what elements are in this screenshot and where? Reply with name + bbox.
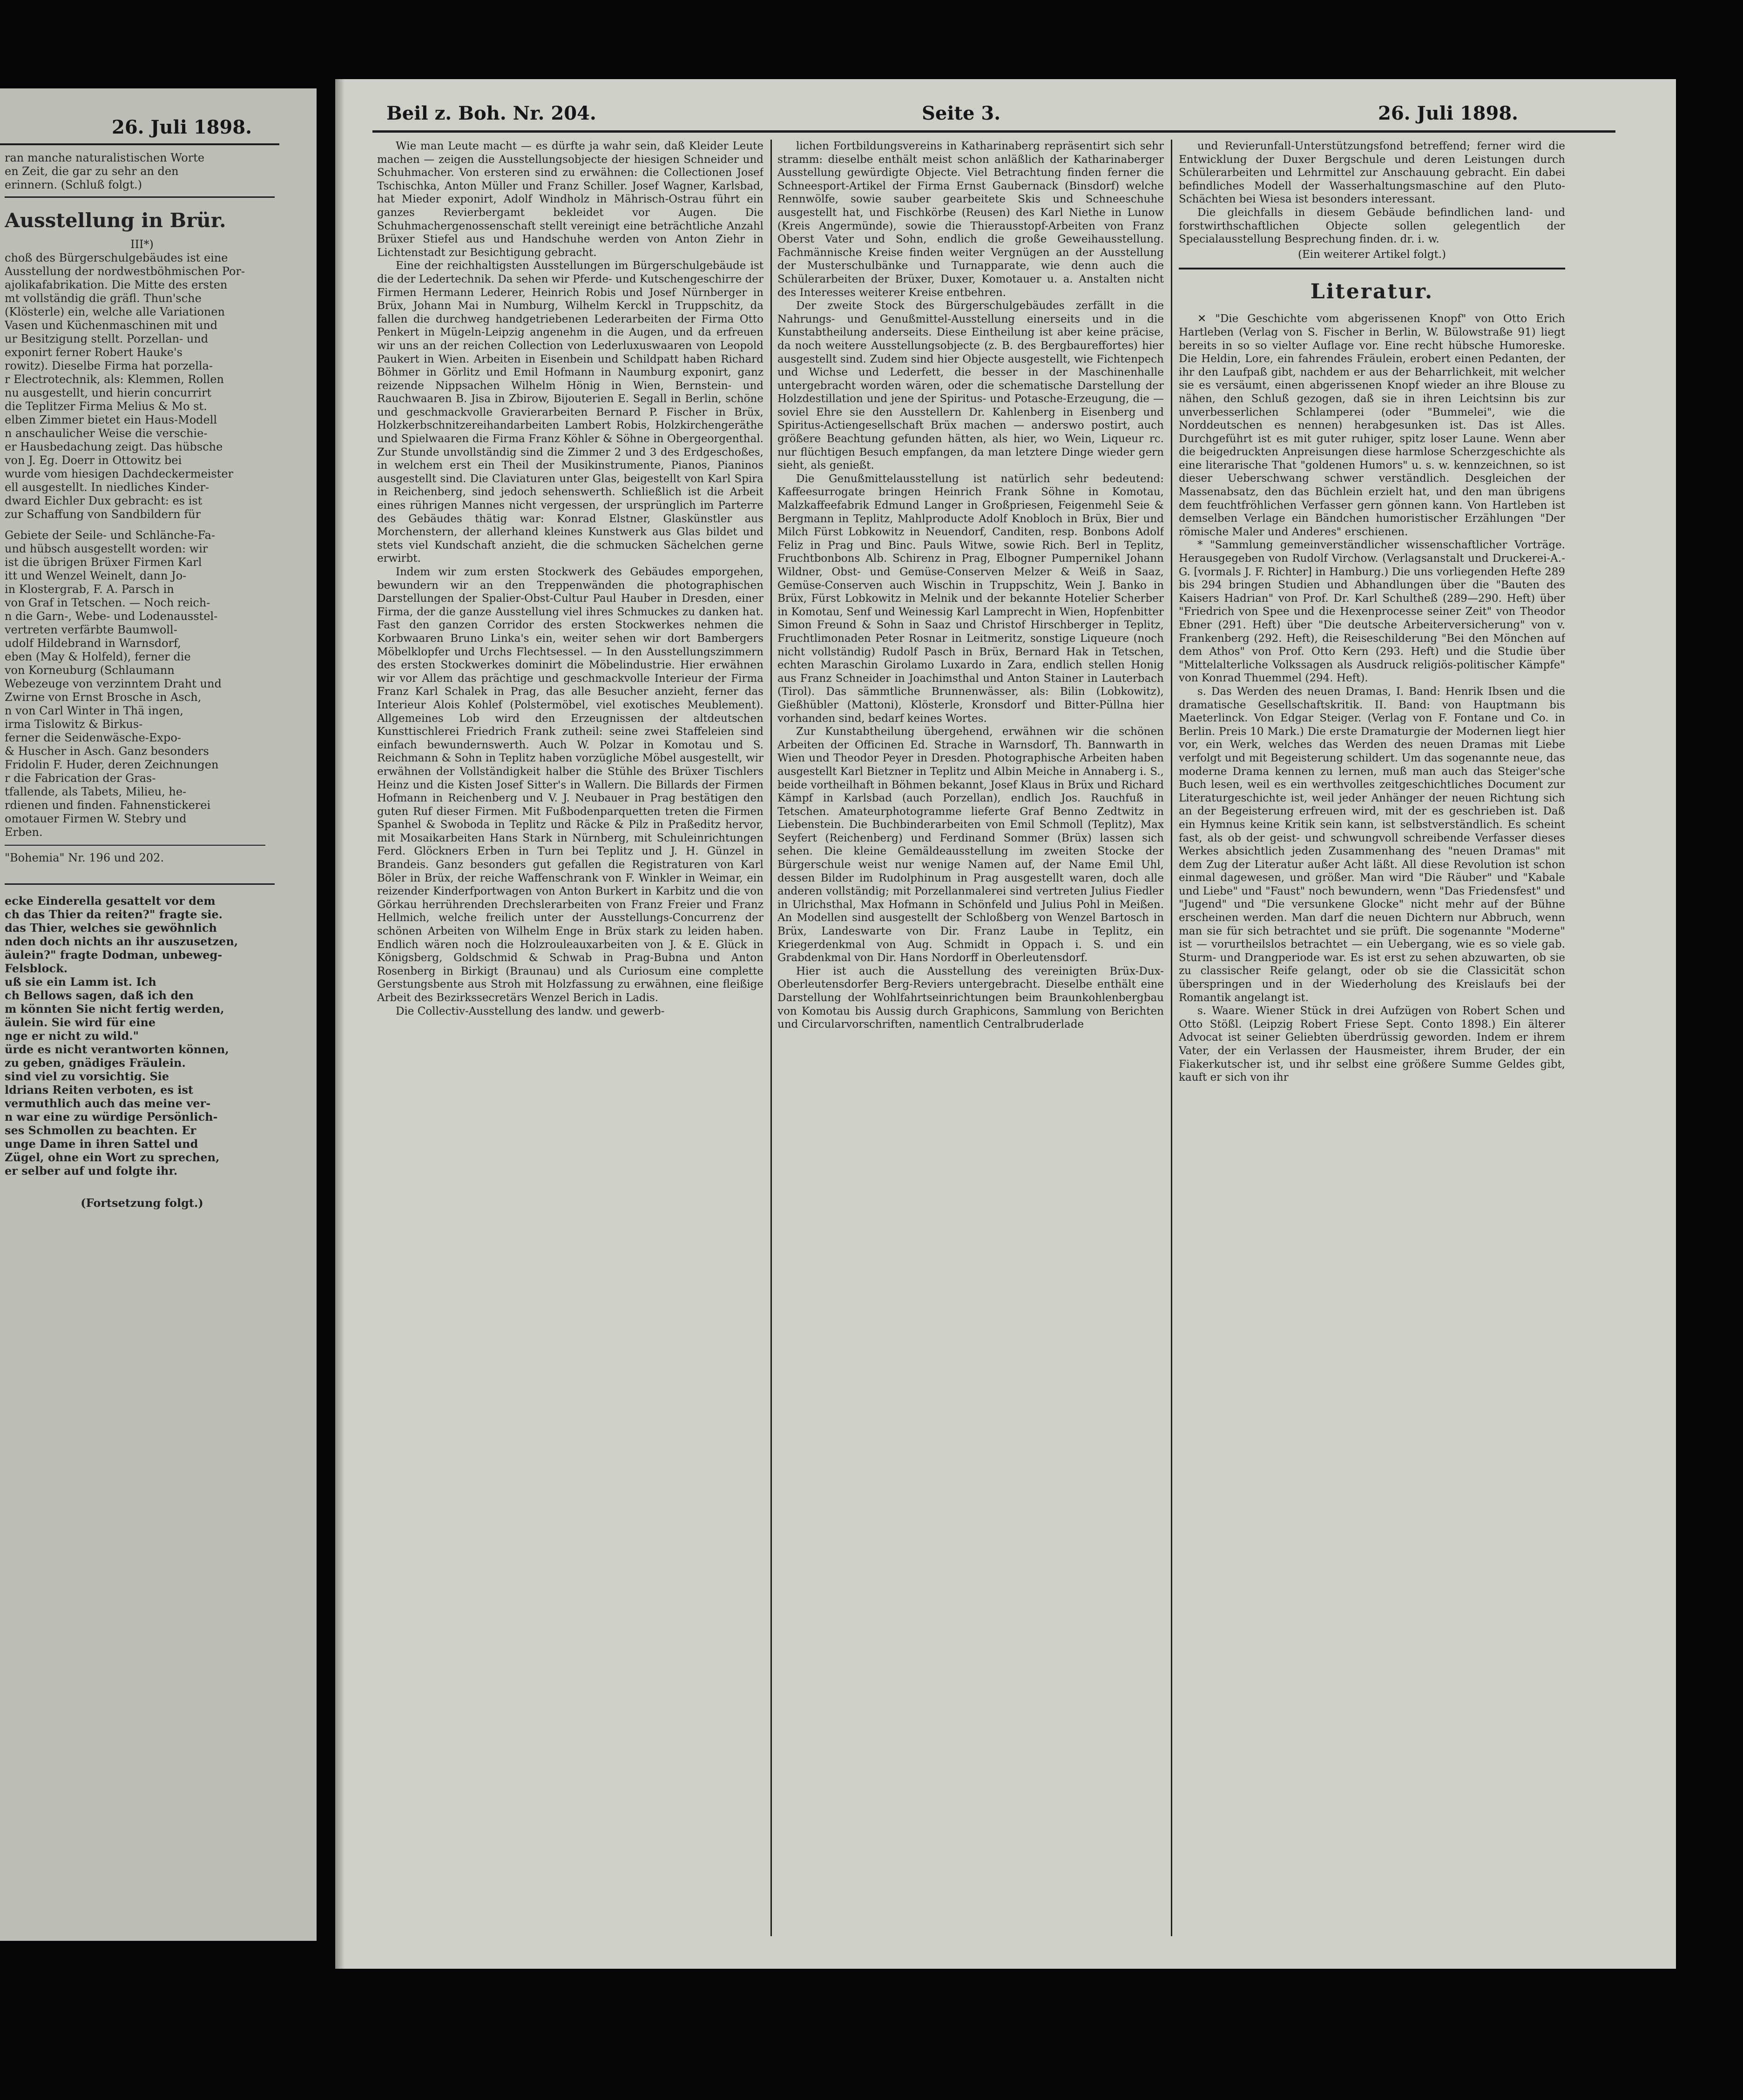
- left-section-heading: Ausstellung in Brür.: [5, 209, 226, 232]
- literatur-item: s. Das Werden des neuen Dramas, I. Band: Henrik Ibsen und die dramatische Gesellschaftskritik. II. Band: von Hauptmann bis Maeterlinck. Von Edgar Steiger. (Verlag von F. Fontane und Co. in Berlin. Preis 10 Mark.) Die erste Dramaturgie der Modernen liegt hier vor, ein Werk, welches das Werden des neuen Dramas mit Liebe verfolgt und mit Begeisterung schildert. Um das sogenannte neue, das moderne Drama kennen zu lernen, muß man auch das Steiger'sche Buch lesen, weil es ein werthvolles zeitgeschichtliches Document zur Literaturgeschichte ist, weil jeder Anhänger der neuen Richtung sich an der Begeisterung erfreuen wird, mit der es geschrieben ist. Daß ein Hymnus keine Kritik sein kann, ist selbstverständlich. Es scheint fast, als ob der geist- und schwungvoll schreibende Verfasser dieses Werkes absichtlich jeden Zusammenhang des "neuen Dramas" mit dem Zug der Literatur außer Acht läßt. All diese Revolution ist schon einmal dagewesen, und größer. Man wird "Die Räuber" und "Kabale und Liebe" und "Faust" noch bewundern, wenn "Das Friedensfest" und "Jugend" und "Die versunkene Glocke" nicht mehr auf der Bühne erscheinen werden. Man darf die neuen Dichtern nur Abbruch, wenn man sie für sich betrachtet und sie prüft. Die sogenannte "Moderne" ist — vorurtheilslos betrachtet — ein Uebergang, wie es so viele gab. Sturm- und Drangperiode war. Es ist erst zu sehen abzuwarten, ob sie zu classischer Reife gelangt, oder ob sie die Classicität schon überspringen und in der Wiederholung des Kreislaufs bei der Romantik angelangt ist.: [1179, 685, 1565, 1004]
- left-text-line: n von Carl Winter in Thä ingen,: [5, 704, 183, 717]
- left-text-line: elben Zimmer bietet ein Haus-Modell: [5, 413, 217, 426]
- page-fold-shadow: [335, 79, 345, 1969]
- left-text-line: exponirt ferner Robert Hauke's: [5, 346, 182, 359]
- right-page: [335, 79, 1676, 1969]
- left-lines-top: [5, 151, 279, 192]
- left-text-line: Zügel, ohne ein Wort zu sprechen,: [5, 1151, 220, 1164]
- column-divider-2: [1171, 140, 1172, 1936]
- left-text-line: Webezeuge von verzinntem Draht und: [5, 677, 222, 690]
- column-paragraph: Der zweite Stock des Bürgerschulgebäudes zerfällt in die Nahrungs- und Genußmittel-Ausstellung einerseits und in die Kunstabtheilung anderseits. Diese Eintheilung ist aber keine präcise, da noch weitere Ausstellungsobjecte (z. B. des Bergbaureffortes) hier ausgestellt sind. Zudem sind hier Objecte ausgestellt, wie Fichtenpech und Wichse und Lederfett, die besser in der Maschinenhalle untergebracht worden wären, oder die schematische Darstellung der Holzdestillation und jene der Spiritus- und Potasche-Erzeugung, die — soviel Ehre sie den Ausstellern Dr. Kahlenberg in Eisenberg und Spiritus-Actiengesellschaft Brüx machen — anderswo postirt, auch größere Beachtung gefunden hätten, als hier, wo Wein, Liqueur rc. nur flüchtigen Besuch empfangen, da man letztere Dinge wieder gern sieht, als genießt.: [777, 300, 1164, 472]
- left-text-line: er Hausbedachung zeigt. Das hübsche: [5, 440, 223, 453]
- left-text-line: vertreten verfärbte Baumwoll-: [5, 623, 177, 636]
- left-text-line: und hübsch ausgestellt worden: wir: [5, 542, 208, 555]
- left-text-line: ajolikafabrikation. Die Mitte des ersten: [5, 278, 228, 291]
- left-text-line: erinnern. (Schluß folgt.): [5, 178, 142, 191]
- column-paragraph: Wie man Leute macht — es dürfte ja wahr sein, daß Kleider Leute machen — zeigen die Ausstellungsobjecte der hiesigen Schneider und Schuhmacher. Von ersteren sind zu erwähnen: die Collectionen Josef Tschischka, Anton Müller und Franz Schiller. Josef Wagner, Karlsbad, hat Mieder exponirt, Adolf Windholz in Mährisch-Ostrau führt ein ganzes Revierbergamt bekleidet vor Augen. Die Schuhmachergenossenschaft stellt vereinigt eine beträchtliche Anzahl Brüxer Stiefel aus und Handschuhe werden von Anton Ziehr in Lichtenstadt zur Besichtigung gebracht.: [377, 140, 763, 259]
- left-text-line: ell ausgestellt. In niedliches Kinder-: [5, 481, 209, 494]
- left-text-line: ist die übrigen Brüxer Firmen Karl: [5, 556, 202, 569]
- left-text-line: tfallende, als Tabets, Milieu, he-: [5, 785, 187, 798]
- left-text-line: Felsblock.: [5, 962, 68, 975]
- column-paragraph: Die Collectiv-Ausstellung des landw. und gewerb-: [396, 1005, 665, 1017]
- left-text-line: (Klösterle) ein, welche alle Variationen: [5, 305, 225, 318]
- left-text-line: n anschaulicher Weise die verschie-: [5, 427, 208, 440]
- column-paragraph: Die Genußmittelausstellung ist natürlich sehr bedeutend: Kaffeesurrogate bringen Heinrich Frank Söhne in Komotau, Malzkaffeefabrik Edmund Langer in Großpriesen, Feigenmehl Seie & Bergmann in Teplitz, Mahlproducte Adolf Knobloch in Brüx, Bier und Milch Fürst Lobkowitz in Neuendorf, Canditen, resp. Bonbons Adolf Feliz in Prag und Binc. Pauls Witwe, sowie Rich. Berl in Teplitz, Fruchtbonbons Alb. Schirenz in Prag, Elbogner Pumpernikel Johann Wildner, Obst- und Gemüse-Conserven Melzer & Weiß in Saaz, Gemüse-Conserven auch Wischin in Truppschitz, Wein J. Banko in Brüx, Fürst Lobkowitz in Melnik und der bekannte Hotelier Scherber in Komotau, Senf und Weinessig Karl Lamprecht in Wien, Hopfenbitter Simon Freund & Sohn in Saaz und Christof Hirschberger in Teplitz, Fruchtlimonaden Peter Rosnar in Leitmeritz, sonstige Liqueure (noch nicht vollständig) Rudolf Pasch in Brüx, Bernard Hak in Tetschen, echten Maraschin Girolamo Luxardo in Zara, endlich stellen Honig aus Franz Schneider in Joachimsthal und Anton Stainer in Lauterbach (Tirol). Das sämmtliche Brunnenwässer, als: Bilin (Lobkowitz), Gießhübler (Mattoni), Klösterle, Kronsdorf und Bitter-Püllna hier vorhanden sind, bedarf keines Wortes.: [777, 472, 1164, 725]
- left-text-line: ch Bellows sagen, daß ich den: [5, 989, 194, 1002]
- literatur-item: s. Waare. Wiener Stück in drei Aufzügen von Robert Schen und Otto Stößl. (Leipzig Robert Friese Sept. Conto 1898.) Ein älterer Advocat ist seiner Geliebten überdrüssig geworden. Indem er ihrem Vater, der ein Verlassen der Hausmeister, ihrem Bruder, der ein Fiakerkutscher ist, und ihr selbst eine größere Summe Geldes gibt, kauft er sich von ihr: [1179, 1005, 1565, 1084]
- left-text-line: ürde es nicht verantworten können,: [5, 1043, 229, 1056]
- left-text-line: wurde vom hiesigen Dachdeckermeister: [5, 467, 233, 480]
- left-text-line: unge Dame in ihren Sattel und: [5, 1137, 198, 1151]
- left-text-line: rowitz). Dieselbe Firma hat porzella-: [5, 359, 213, 372]
- literatur-heading: Literatur.: [1310, 280, 1434, 304]
- left-rule-2: [5, 845, 265, 846]
- left-text-line: zu geben, gnädiges Fräulein.: [5, 1056, 186, 1070]
- header-page-number: Seite 3.: [922, 102, 1001, 124]
- left-text-line: udolf Hildebrand in Warnsdorf,: [5, 637, 181, 650]
- left-lines-a: [5, 251, 279, 521]
- left-text-line: itt und Wenzel Weinelt, dann Jo-: [5, 569, 187, 582]
- left-text-line: von Korneuburg (Schlaumann: [5, 664, 175, 677]
- left-text-line: die Teplitzer Firma Melius & Mo st.: [5, 400, 207, 413]
- column-paragraph: Eine der reichhaltigsten Ausstellungen im Bürgerschulgebäude ist die der Ledertechnik. Da sehen wir Pferde- und Kutschengeschirre der Firmen Hermann Lederer, Heinrich Robis und Josef Nürnberger in Brüx, Johann Mai in Numburg, Wilhelm Kerckl in Truppschitz, da fallen die durchweg handgetriebenen Lederarbeiten der Firma Otto Penkert in Mügeln-Leipzig angenehm in die Augen, und da erfreuen wir uns an der reichen Collection von Lederluxuswaaren von Leopold Paukert in Wien. Arbeiten in Eisenbein und Schildpatt haben Richard Böhmer in Görlitz und Emil Hofmann in Naumburg exponirt, ganz reizende Nippsachen Wilhelm Hönig in Wien, Bernstein- und Rauchwaaren B. Jisa in Zbirow, Bijouterien E. Segall in Berlin, schöne und geschmackvolle Gravierarbeiten Bernard P. Fischer in Brüx, Holzkerbschnitzereihandarbeiten Lambert Robis, Holzkirchengeräthe und Spielwaaren die Firma Franz Köhler & Söhne in Obergeorgenthal. Zur Stunde unvollständig sind die Zimmer 2 und 3 des Erdgeschoßes, in welchem erst ein Theil der Musikinstrumente, Pianos, Pianinos ausgestellt sind. Die Claviaturen unter Glas, beigestellt von Karl Spira in Reichenberg, sind jedoch sehenswerth. Schließlich ist die Arbeit eines rührigen Mannes nicht vergessen, der ursprünglich im Parterre des Gebäudes thätig war: Konrad Elstner, Glaskünstler aus Morchenstern, der allerhand kleines Kunstwerk aus Glas bildet und stets viel Kundschaft anzieht, die die schmucken Sächelchen gerne erwirbt.: [377, 260, 763, 565]
- left-text-line: uß sie ein Lamm ist. Ich: [5, 975, 156, 989]
- column-divider-1: [770, 140, 772, 1936]
- left-text-line: von Graf in Tetschen. — Noch reich-: [5, 596, 210, 609]
- left-text-line: eben (May & Holfeld), ferner die: [5, 650, 191, 663]
- literatur-item: * "Sammlung gemeinverständlicher wissenschaftlicher Vorträge. Herausgegeben von Rudolf Virchow. (Verlagsanstalt und Druckerei-A.-G. [vormals J. F. Richter] in Hamburg.) Die uns vorliegenden Hefte 289 bis 294 bringen Studien und Abhandlungen über die "Bauten des Kaisers Hadrian" von Prof. Dr. Karl Schultheß (289—290. Heft) über "Friedrich von Spee und die Hexenprocesse seiner Zeit" von Theodor Ebner (291. Heft) über "Die deutsche Arbeiterversicherung" von v. Frankenberg (292. Heft), die Reiseschilderung "Bei den Mönchen auf dem Athos" von Prof. Otto Kern (293. Heft) und die Studie über "Mittelalterliche Volkssagen als Ausdruck religiös-politischer Kämpfe" von Konrad Thuemmel (294. Heft).: [1179, 539, 1565, 685]
- left-header-rule: [0, 143, 279, 145]
- left-text-line: zur Schaffung von Sandbildern für: [5, 508, 201, 521]
- left-text-line: nden doch nichts an ihr auszusetzen,: [5, 935, 238, 948]
- left-text-line: ses Schmollen zu beachten. Er: [5, 1124, 196, 1137]
- left-text-line: en Zeit, die gar zu sehr an den: [5, 165, 179, 178]
- header-date: 26. Juli 1898.: [1378, 102, 1519, 124]
- left-text-line: ldrians Reiten verboten, es ist: [5, 1083, 194, 1097]
- left-lines-b: [5, 529, 279, 839]
- column-3-body: [1179, 312, 1565, 1084]
- column-paragraph: lichen Fortbildungsvereins in Katharinaberg repräsentirt sich sehr stramm: dieselbe enthält meist schon anläßlich der Katharinaberger Ausstellung gewürdigte Objecte. Viel Betrachtung finden ferner die Schneesport-Artikel der Firma Ernst Gaubernack (Binsdorf) welche Rennwölfe, sowie sauber gearbeitete Skis und Schneeschuhe ausgestellt hat, und Fischkörbe (Reusen) des Karl Niethe in Lunow (Kreis Angermünde), sowie die Thierausstopf-Arbeiten von Franz Oberst Vater und Sohn, endlich die große Geweihausstellung. Fachmännische Kreise finden weiter Vergnügen an der Ausstellung der Musterschulbänke und Turnapparate, wie denn auch die Schülerarbeiten der Brüxer, Duxer, Komotauer u. a. Anstalten nicht des Interesses weiterer Kreise entbehren.: [777, 140, 1164, 299]
- left-text-line: ch das Thier da reiten?" fragte sie.: [5, 908, 223, 921]
- literatur-item: ✕ "Die Geschichte vom abgerissenen Knopf" von Otto Erich Hartleben (Verlag von S. Fischer in Berlin, W. Bülowstraße 91) liegt bereits in so so vielter Auflage vor. Eine recht hübsche Humoreske. Die Heldin, Lore, ein fahrendes Fräulein, erobert einen Pedanten, der ihr den Laufpaß gibt, nachdem er aus der Beharrlichkeit, mit welcher sie es versäumt, einen abgerissenen Knopf wieder an ihre Blouse zu nähen, den Schluß gezogen, daß sie in ihren Leichtsinn bis zur unverbesserlichen Schlamperei (oder "Bummelei", wie die Norddeutschen es nennen) herabgesunken ist. Das ist Alles. Durchgeführt ist es mit guter ruhiger, spitz loser Laune. Wenn aber die beigedruckten Anpreisungen diese harmlose Scherzgeschichte als eine literarische That "goldenen Humors" u. s. w. kennzeichnen, so ist dieser Ueberschwang schwer verständlich. Desgleichen der Massenabsatz, den das Büchlein erzielt hat, und den man übrigens dem feuchtfröhlichen Verfasser gern gönnen kann. Von Hartleben ist demselben Verlage ein Bändchen humoristischer Erzählungen "Der römische Maler und Anderes" erschienen.: [1179, 313, 1565, 538]
- left-text-line: nge er nicht zu wild.": [5, 1029, 139, 1043]
- left-text-line: äulein?" fragte Dodman, unbeweg-: [5, 948, 223, 962]
- left-text-line: Vasen und Küchenmaschinen mit und: [5, 319, 218, 332]
- left-text-line: Erben.: [5, 826, 43, 839]
- left-text-line: vermuthlich auch das meine ver-: [5, 1097, 211, 1110]
- left-continued: (Fortsetzung folgt.): [81, 1196, 203, 1210]
- left-text-line: dward Eichler Dux gebracht: es ist: [5, 494, 203, 507]
- column-paragraph: Die gleichfalls in diesem Gebäude befindlichen land- und forstwirthschaftlichen Objecte sollen gelegentlich der Specialausstellung Besprechung finden. dr. i. w.: [1179, 206, 1565, 246]
- left-text-line: in Klostergrab, F. A. Parsch in: [5, 583, 174, 596]
- left-text-line: Gebiete der Seile- und Schlänche-Fa-: [5, 529, 216, 542]
- left-rule-1: [5, 196, 275, 198]
- header-issue: Beil z. Boh. Nr. 204.: [386, 102, 596, 124]
- left-text-line: Fridolin F. Huder, deren Zeichnungen: [5, 758, 219, 771]
- header-rule: [372, 130, 1615, 133]
- column-paragraph: Indem wir zum ersten Stockwerk des Gebäudes emporgehen, bewundern wir an den Treppenwänden die photographischen Darstellungen der Spalier-Obst-Cultur Paul Hauber in Dresden, einer Firma, der die ganze Ausstellung viel ihres Schmuckes zu danken hat. Fast den ganzen Corridor des ersten Stockwerkes nehmen die Korbwaaren Bruno Linka's ein, weiter sehen wir dort Bambergers Möbelklopfer und Urchs Flechtsessel. — In den Ausstellungszimmern des ersten Stockwerkes dominirt die Möbelindustrie. Hier erwähnen wir vor Allem das prächtige und geschmackvolle Interieur der Firma Franz Karl Schalek in Prag, das alle Besucher anzieht, ferner das Interieur Alois Kohlef (Polstermöbel, viel exotisches Meublement). Allgemeines Lob wird den Erzeugnissen der altdeutschen Kunsttischlerei Friedrich Frank zutheil: seine zwei Staffeleien sind einfach bewundernswerth. Auch W. Polzar in Komotau und S. Reichmann & Sohn in Teplitz haben vorzügliche Möbel ausgestellt, wir erwähnen der Vollständigkeit halber die Stühle des Brüxer Tischlers Heinz und die Kisten Josef Sitter's in Wallern. Die Billards der Firmen Hofmann in Reichenberg und V. J. Neubauer in Prag bestätigen den guten Ruf dieser Firmen. Mit Fußbodenparquetten treten die Firmen Spanhel & Swoboda in Teplitz und Räcke & Pilz in Praßeditz hervor, mit Mosaikarbeiten Hans Stark in Nürnberg, mit Schuleinrichtungen Ferd. Glöckners Erben in Turn bei Teplitz und J. H. Günzel in Brandeis. Ganz besonders gut gefallen die Registraturen von Karl Böler in Brüx, der reiche Waffenschrank von F. Winkler in Weimar, ein reizender Kinderfportwagen von Anton Burkert in Karbitz und die von Görkau herrührenden Drechslerarbeiten von Franz Freier und Franz Hellmich, welche freilich unter der Ausstellungs-Concurrenz der schönen Arbeiten von Wilhelm Enge in Brüx stark zu leiden haben. Endlich wären noch die Holzrouleauxarbeiten von J. & E. Glück in Königsberg, Goldschmid & Schwab in Prag-Bubna und Anton Rosenberg in Birkigt (Braunau) und als Curiosum eine complette Gerstungsbente aus Stroh mit Holzfassung zu erwähnen, eine fleißige Arbeit des Bezirkssecretärs Wenzel Berich in Ladis.: [377, 566, 763, 1004]
- left-text-line: äulein. Sie wird für eine: [5, 1016, 156, 1029]
- left-text-line: nu ausgestellt, und hierin concurrirt: [5, 386, 212, 399]
- left-text-line: choß des Bürgerschulgebäudes ist eine: [5, 251, 228, 264]
- left-text-line: r die Fabrication der Gras-: [5, 772, 156, 785]
- left-text-line: m könnten Sie nicht fertig werden,: [5, 1002, 224, 1016]
- left-text-line: von J. Eg. Doerr in Ottowitz bei: [5, 454, 182, 467]
- left-text-line: ran manche naturalistischen Worte: [5, 151, 205, 164]
- left-footnote: "Bohemia" Nr. 196 und 202.: [5, 851, 164, 864]
- left-text-line: das Thier, welches sie gewöhnlich: [5, 921, 217, 935]
- column-3-top: [1179, 140, 1565, 246]
- column-3-note: (Ein weiterer Artikel folgt.): [1297, 248, 1446, 261]
- left-text-line: rdienen und finden. Fahnenstickerei: [5, 799, 211, 812]
- column-3: [1179, 140, 1565, 1936]
- left-section-number: III*): [130, 238, 154, 251]
- left-text-line: Ausstellung der nordwestböhmischen Por-: [5, 265, 245, 278]
- left-text-line: er selber auf und folgte ihr.: [5, 1164, 178, 1178]
- left-text-line: mt vollständig die gräfl. Thun'sche: [5, 292, 202, 305]
- column-paragraph: Zur Kunstabtheilung übergehend, erwähnen wir die schönen Arbeiten der Officinen Ed. Strache in Warnsdorf, Th. Bannwarth in Wien und Theodor Peyer in Dresden. Photographische Arbeiten haben ausgestellt Karl Bietzner in Teplitz und Albin Meiche in Annaberg i. S., beide vortheilhaft in Böhmen bekannt, Josef Klaus in Brüx und Richard Kämpf in Karlsbad (auch Porzellan), endlich Jos. Rauchfuß in Tetschen. Amateurphotogramme lieferte Graf Benno Zedtwitz in Liebenstein. Die Buchbinderarbeiten von Emil Schmoll (Teplitz), Max Seyfert (Reichenberg) und Ferdinand Sommer (Brüx) lassen sich sehen. Die kleine Gemäldeausstellung im zweiten Stocke der Bürgerschule weist nur wenige Namen auf, der Name Emil Uhl, dessen Bilder im Rudolphinum in Prag ausgestellt waren, doch alle anderen vollständig; mit Porzellanmalerei sind vertreten Julius Fiedler in Ulrichsthal, Max Hofmann in Schönfeld und Julius Pohl in Meißen. An Modellen sind ausgestellt der Schloßberg von Wenzel Bartosch in Brüx, Landeswarte von Dir. Franz Laube in Teplitz, ein Kriegerdenkmal von Aug. Schmidt in Oppach i. S. und ein Grabdenkmal von Dir. Hans Nordorff in Oberleutensdorf.: [777, 726, 1164, 964]
- column-2: [777, 140, 1164, 1936]
- left-text-line: r Electrotechnik, als: Klemmen, Rollen: [5, 373, 224, 386]
- left-column: [5, 151, 279, 1929]
- column-1: [377, 140, 763, 1936]
- left-text-line: & Huscher in Asch. Ganz besonders: [5, 745, 209, 758]
- left-page: [0, 88, 317, 1941]
- literatur-rule: [1179, 268, 1565, 269]
- left-page-date: 26. Juli 1898.: [112, 116, 252, 138]
- left-lines-c: [5, 894, 279, 1178]
- left-rule-3: [5, 883, 275, 885]
- left-text-line: ur Besitzigung stellt. Porzellan- und: [5, 332, 209, 345]
- column-paragraph: und Revierunfall-Unterstützungsfond betreffend; ferner wird die Entwicklung der Duxer Bergschule und deren Leistungen durch Schülerarbeiten und Lehrmittel zur Anschauung gebracht. Ein dabei befindliches Modell der Wasserhaltungsmaschine auf den Pluto-Schächten bei Wiesa ist besonders interessant.: [1179, 140, 1565, 206]
- left-text-line: n war eine zu würdige Persönlich-: [5, 1110, 218, 1124]
- left-text-line: n die Garn-, Webe- und Lodenausstel-: [5, 610, 218, 623]
- left-text-line: omotauer Firmen W. Stebry und: [5, 812, 187, 825]
- column-paragraph: Hier ist auch die Ausstellung des vereinigten Brüx-Dux-Oberleutensdorfer Berg-Reviers untergebracht. Dieselbe enthält eine Darstellung der Wohlfahrtseinrichtungen beim Braunkohlenbergbau von Komotau bis Aussig durch Graphicons, Sammlung von Berichten und Circularvorschriften, namentlich Centralbruderlade: [777, 965, 1164, 1031]
- left-text-line: ferner die Seidenwäsche-Expo-: [5, 731, 181, 744]
- left-text-line: Zwirne von Ernst Brosche in Asch,: [5, 691, 202, 704]
- left-text-line: sind viel zu vorsichtig. Sie: [5, 1070, 169, 1083]
- left-text-line: irma Tislowitz & Birkus-: [5, 718, 143, 731]
- left-text-line: ecke Einderella gesattelt vor dem: [5, 894, 216, 908]
